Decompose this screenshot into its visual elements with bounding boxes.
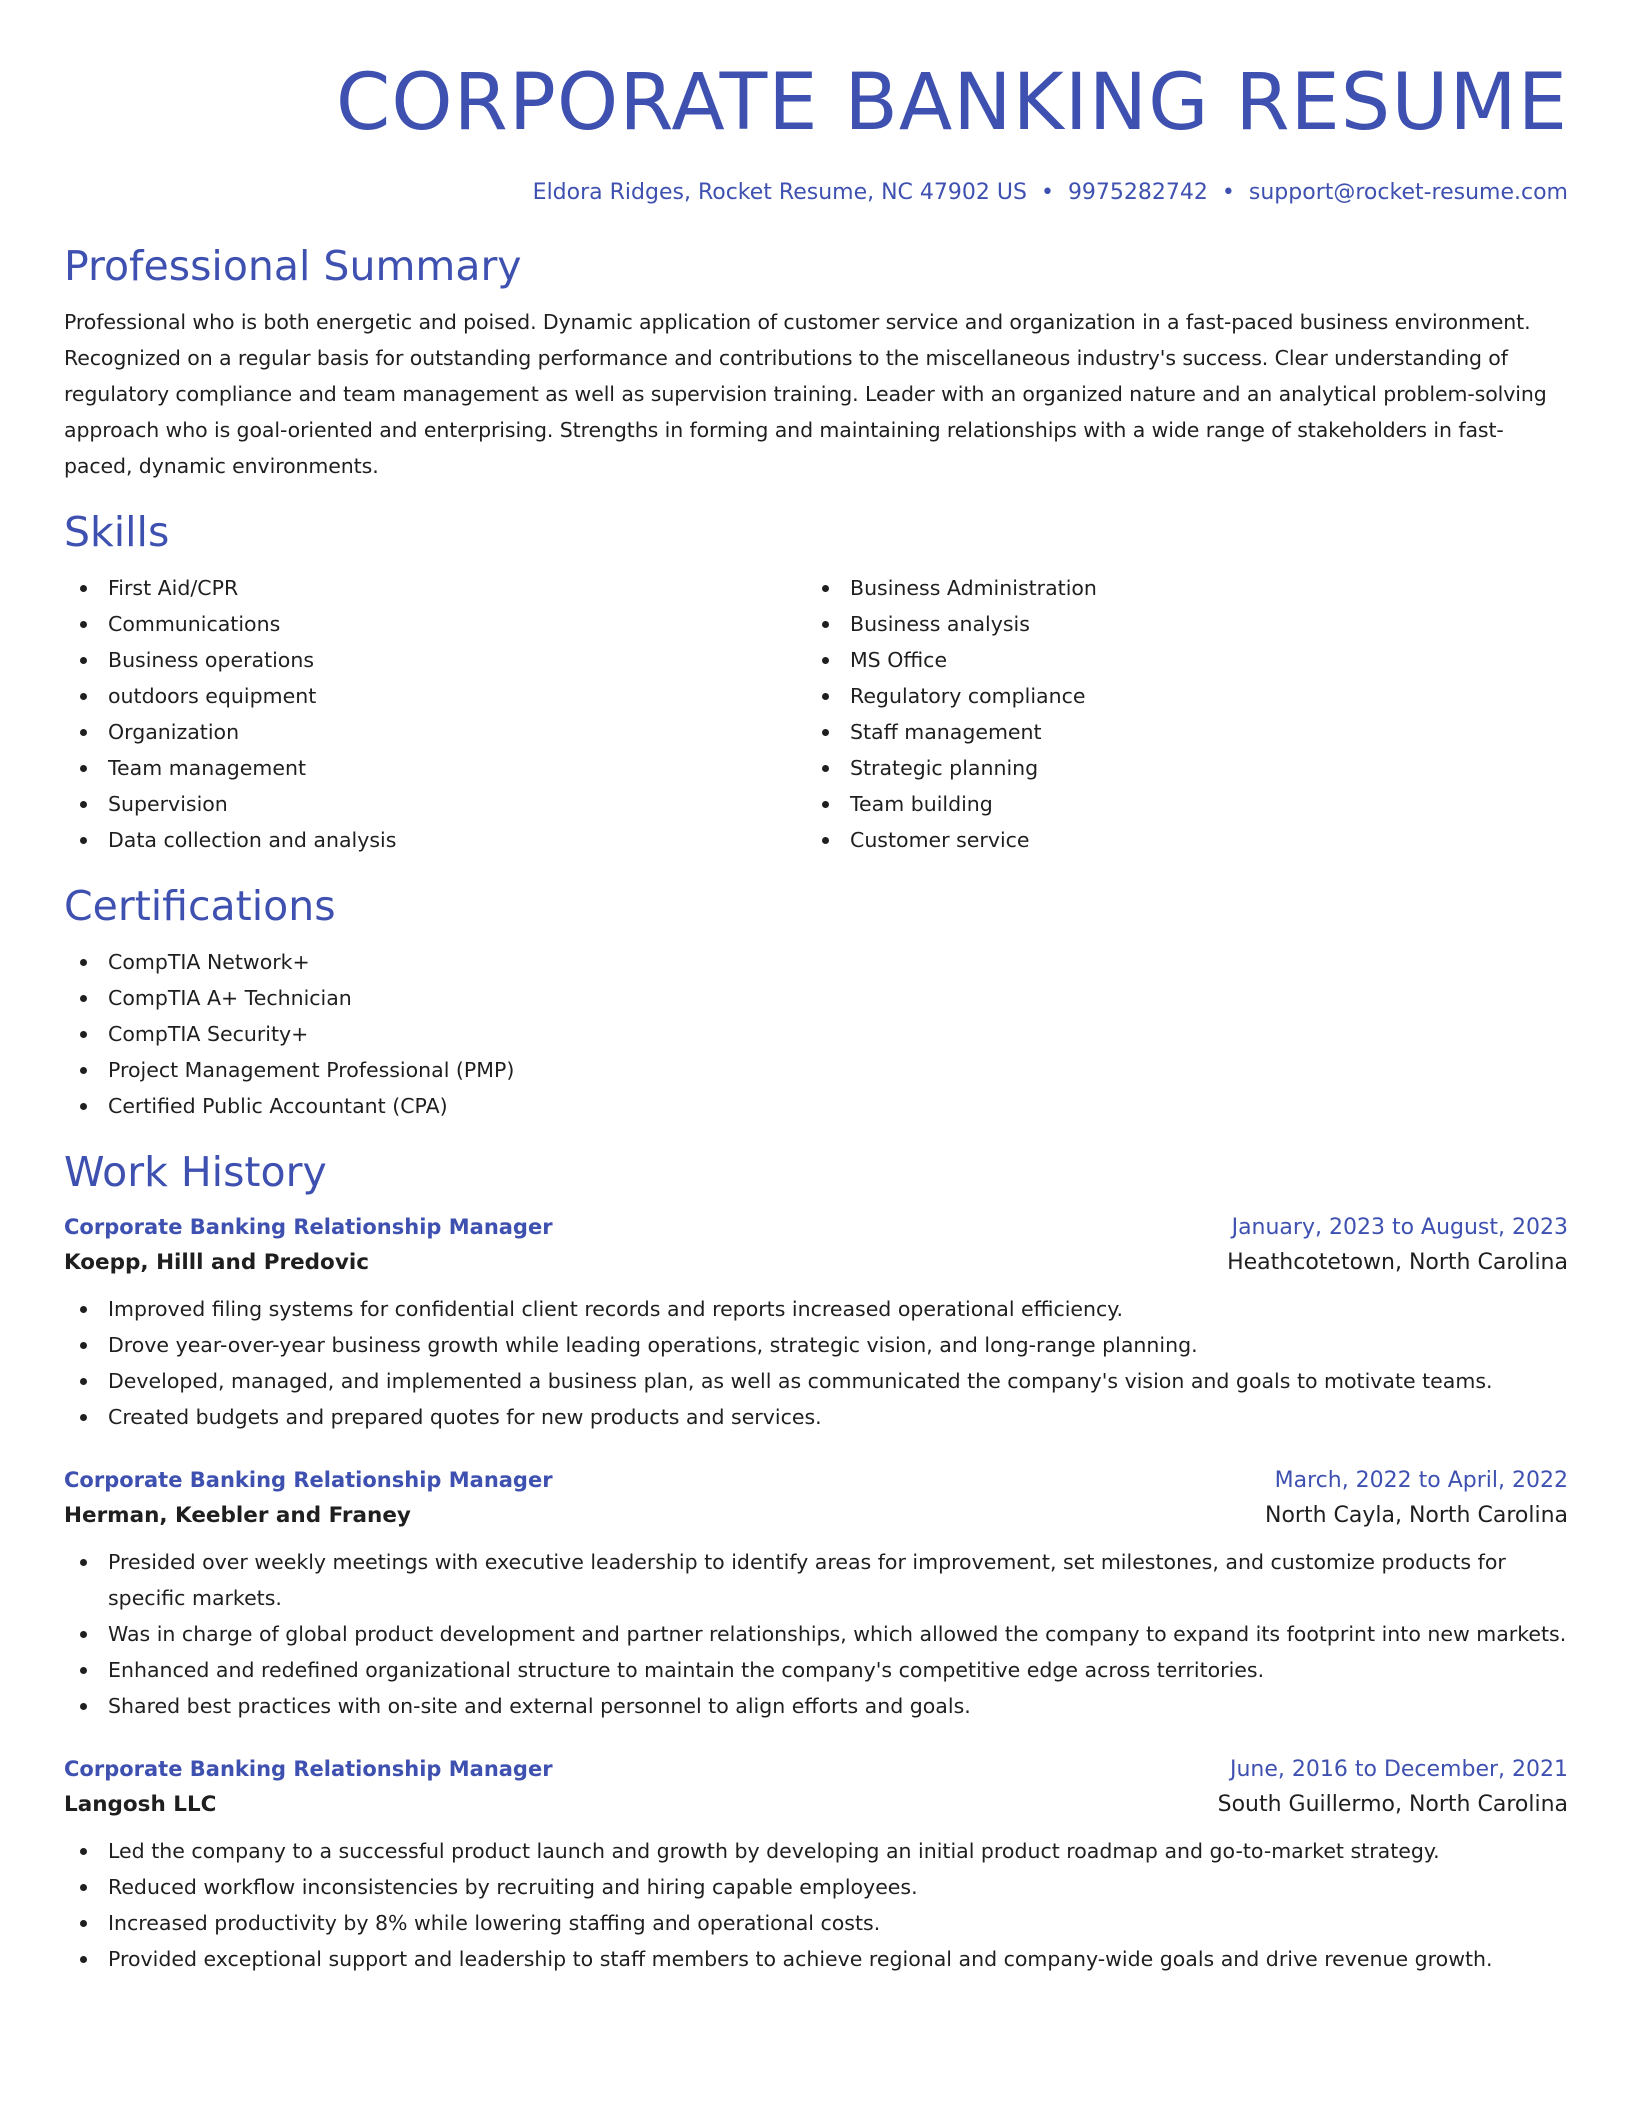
summary-text: Professional who is both energetic and poised. Dynamic application of customer service and organization in a fast-paced business environment. Recognized on a regular basis for outstanding performance and contributions to the miscellaneous industry's success. Clear understanding of regulatory compliance and team management as well as supervision training. Leader with an organized nature and an analytical problem-solving approach who is goal-oriented and enterprising. Strengths in forming and maintaining relationships with a wide range of stakeholders in fast-paced, dynamic environments. bbox=[64, 310, 1547, 478]
certification-item: Certified Public Accountant (CPA) bbox=[64, 1088, 1568, 1124]
skill-item: Data collection and analysis bbox=[64, 822, 806, 858]
skills-column-right bbox=[806, 570, 1097, 858]
job-title: Corporate Banking Relationship Manager bbox=[64, 1757, 553, 1781]
job-entry bbox=[64, 1465, 1568, 1724]
job-company-row bbox=[64, 1243, 1568, 1283]
job-bullet: Provided exceptional support and leadership to staff members to achieve regional and company-wide goals and drive revenue growth. bbox=[64, 1941, 1568, 1977]
job-bullet: Improved filing systems for confidential client records and reports increased operational efficiency. bbox=[64, 1291, 1568, 1327]
contact-separator: • bbox=[1221, 180, 1235, 205]
summary-heading: Professional Summary bbox=[64, 242, 522, 290]
job-bullets bbox=[64, 1291, 1568, 1435]
job-dates: March, 2022 to April, 2022 bbox=[1274, 1468, 1568, 1493]
job-bullet: Shared best practices with on-site and external personnel to align efforts and goals. bbox=[64, 1688, 1568, 1724]
job-dates: January, 2023 to August, 2023 bbox=[1231, 1215, 1568, 1240]
job-bullet: Drove year-over-year business growth while leading operations, strategic vision, and long-range planning. bbox=[64, 1327, 1568, 1363]
skill-item: Communications bbox=[64, 606, 806, 642]
skill-item: Supervision bbox=[64, 786, 806, 822]
skill-item: outdoors equipment bbox=[64, 678, 806, 714]
job-location: Heathcotetown, North Carolina bbox=[1227, 1250, 1568, 1275]
job-entry bbox=[64, 1212, 1568, 1435]
certification-item: Project Management Professional (PMP) bbox=[64, 1052, 1568, 1088]
job-bullet: Led the company to a successful product launch and growth by developing an initial product roadmap and go-to-market strategy. bbox=[64, 1833, 1568, 1869]
contact-email[interactable]: support@rocket-resume.com bbox=[1248, 180, 1568, 205]
job-company: Herman, Keebler and Franey bbox=[64, 1503, 411, 1528]
skills-column-left bbox=[64, 570, 806, 858]
work-history-heading: Work History bbox=[64, 1148, 327, 1196]
skill-item: Team management bbox=[64, 750, 806, 786]
job-location: South Guillermo, North Carolina bbox=[1217, 1792, 1568, 1817]
skill-item: Strategic planning bbox=[806, 750, 1097, 786]
certifications-heading: Certifications bbox=[64, 882, 336, 930]
certification-item: CompTIA A+ Technician bbox=[64, 980, 1568, 1016]
job-bullet: Developed, managed, and implemented a business plan, as well as communicated the company's vision and goals to motivate teams. bbox=[64, 1363, 1568, 1399]
job-title: Corporate Banking Relationship Manager bbox=[64, 1215, 553, 1239]
skill-item: MS Office bbox=[806, 642, 1097, 678]
job-dates: June, 2016 to December, 2021 bbox=[1229, 1757, 1568, 1782]
job-bullet: Created budgets and prepared quotes for new products and services. bbox=[64, 1399, 1568, 1435]
document-title: CORPORATE BANKING RESUME bbox=[335, 58, 1568, 148]
certification-item: CompTIA Network+ bbox=[64, 944, 1568, 980]
job-header-row bbox=[64, 1754, 1568, 1785]
skill-item: Team building bbox=[806, 786, 1097, 822]
job-company: Koepp, Hilll and Predovic bbox=[64, 1250, 369, 1275]
job-bullets bbox=[64, 1833, 1568, 1977]
skill-item: Customer service bbox=[806, 822, 1097, 858]
contact-address: Eldora Ridges, Rocket Resume, NC 47902 US bbox=[532, 180, 1027, 205]
job-entry bbox=[64, 1754, 1568, 1977]
job-bullet: Reduced workflow inconsistencies by recruiting and hiring capable employees. bbox=[64, 1869, 1568, 1905]
job-bullet: Presided over weekly meetings with executive leadership to identify areas for improvement, set milestones, and customize products for specific markets. bbox=[64, 1544, 1568, 1616]
job-header-row bbox=[64, 1465, 1568, 1496]
skill-item: Regulatory compliance bbox=[806, 678, 1097, 714]
job-company-row bbox=[64, 1785, 1568, 1825]
skill-item: Business Administration bbox=[806, 570, 1097, 606]
job-title: Corporate Banking Relationship Manager bbox=[64, 1468, 553, 1492]
job-company: Langosh LLC bbox=[64, 1792, 217, 1817]
job-bullets bbox=[64, 1544, 1568, 1724]
skills-heading: Skills bbox=[64, 508, 170, 556]
job-location: North Cayla, North Carolina bbox=[1264, 1503, 1568, 1528]
skill-item: Organization bbox=[64, 714, 806, 750]
job-bullet: Enhanced and redefined organizational structure to maintain the company's competitive edge across territories. bbox=[64, 1652, 1568, 1688]
contact-phone: 9975282742 bbox=[1067, 180, 1208, 205]
job-company-row bbox=[64, 1496, 1568, 1536]
contact-line bbox=[64, 178, 1568, 208]
certification-item: CompTIA Security+ bbox=[64, 1016, 1568, 1052]
skill-item: Business operations bbox=[64, 642, 806, 678]
job-bullet: Increased productivity by 8% while lowering staffing and operational costs. bbox=[64, 1905, 1568, 1941]
contact-separator: • bbox=[1040, 180, 1054, 205]
job-bullet: Was in charge of global product development and partner relationships, which allowed the company to expand its footprint into new markets. bbox=[64, 1616, 1568, 1652]
skill-item: First Aid/CPR bbox=[64, 570, 806, 606]
certifications-list bbox=[64, 944, 1568, 1124]
skills-list bbox=[64, 570, 1568, 858]
skill-item: Business analysis bbox=[806, 606, 1097, 642]
skill-item: Staff management bbox=[806, 714, 1097, 750]
job-header-row bbox=[64, 1212, 1568, 1243]
